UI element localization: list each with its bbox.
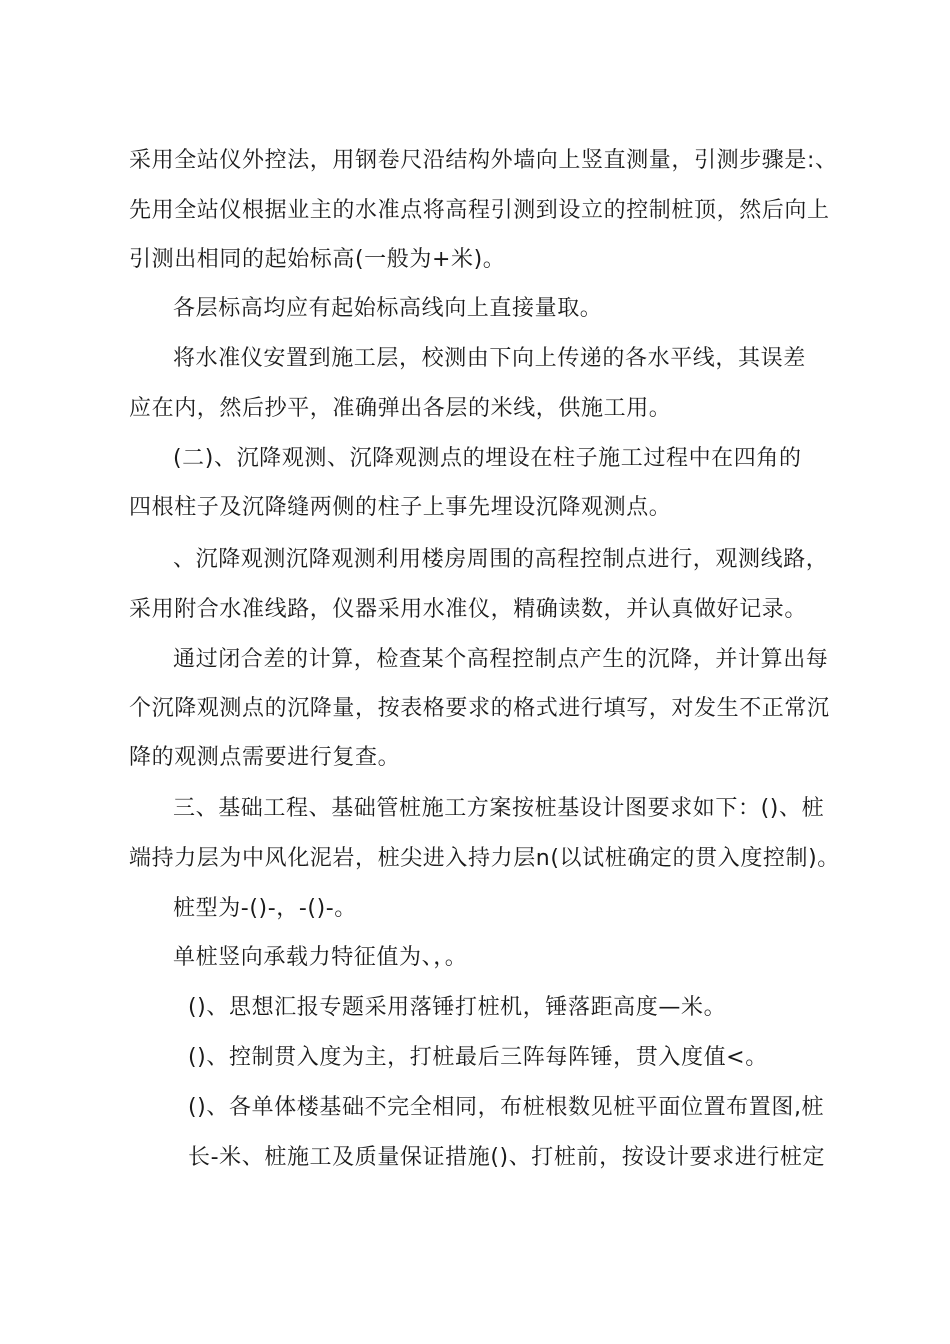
text-line: 长-米、桩施工及质量保证措施()、打桩前，按设计要求进行桩定 [188, 1145, 826, 1170]
text-line: ()、各单体楼基础不完全相同，布桩根数见桩平面位置布置图,桩 [188, 1095, 825, 1120]
text-line: (二)、沉降观测、沉降观测点的埋设在柱子施工过程中在四角的 [173, 446, 802, 471]
text-line: 端持力层为中风化泥岩，桩尖进入持力层n(以试桩确定的贯入度控制)。 [129, 846, 840, 871]
text-line: ()、思想汇报专题采用落锤打桩机，锤落距高度—米。 [188, 995, 727, 1020]
text-line: 先用全站仪根据业主的水准点将高程引测到设立的控制桩顶，然后向上 [129, 198, 830, 223]
text-line: 单桩竖向承载力特征值为、，。 [173, 945, 468, 970]
text-line: 通过闭合差的计算，检查某个高程控制点产生的沉降，并计算出每 [173, 647, 829, 672]
text-line: 桩型为-()-，-()-。 [173, 896, 357, 921]
text-line: 采用附合水准线路，仪器采用水准仪，精确读数，并认真做好记录。 [129, 597, 808, 622]
text-line: 、沉降观测沉降观测利用楼房周围的高程控制点进行，观测线路， [173, 547, 829, 572]
text-line: 各层标高均应有起始标高线向上直接量取。 [173, 296, 603, 321]
text-line: 应在内，然后抄平，准确弹出各层的米线，供施工用。 [129, 396, 672, 421]
text-line: 个沉降观测点的沉降量，按表格要求的格式进行填写，对发生不正常沉 [129, 696, 830, 721]
text-line: 采用全站仪外控法，用钢卷尺沿结构外墙向上竖直测量，引测步骤是:、 [129, 148, 838, 173]
text-line: 降的观测点需要进行复查。 [129, 745, 401, 770]
text-line: ()、控制贯入度为主，打桩最后三阵每阵锤，贯入度值<。 [188, 1045, 768, 1070]
text-line: 三、基础工程、基础管桩施工方案按桩基设计图要求如下：()、桩 [173, 796, 825, 821]
text-line: 将水准仪安置到施工层，校测由下向上传递的各水平线，其误差 [173, 346, 806, 371]
text-line: 引测出相同的起始标高(一般为+米)。 [129, 247, 506, 272]
text-line: 四根柱子及沉降缝两侧的柱子上事先埋设沉降观测点。 [129, 495, 672, 520]
